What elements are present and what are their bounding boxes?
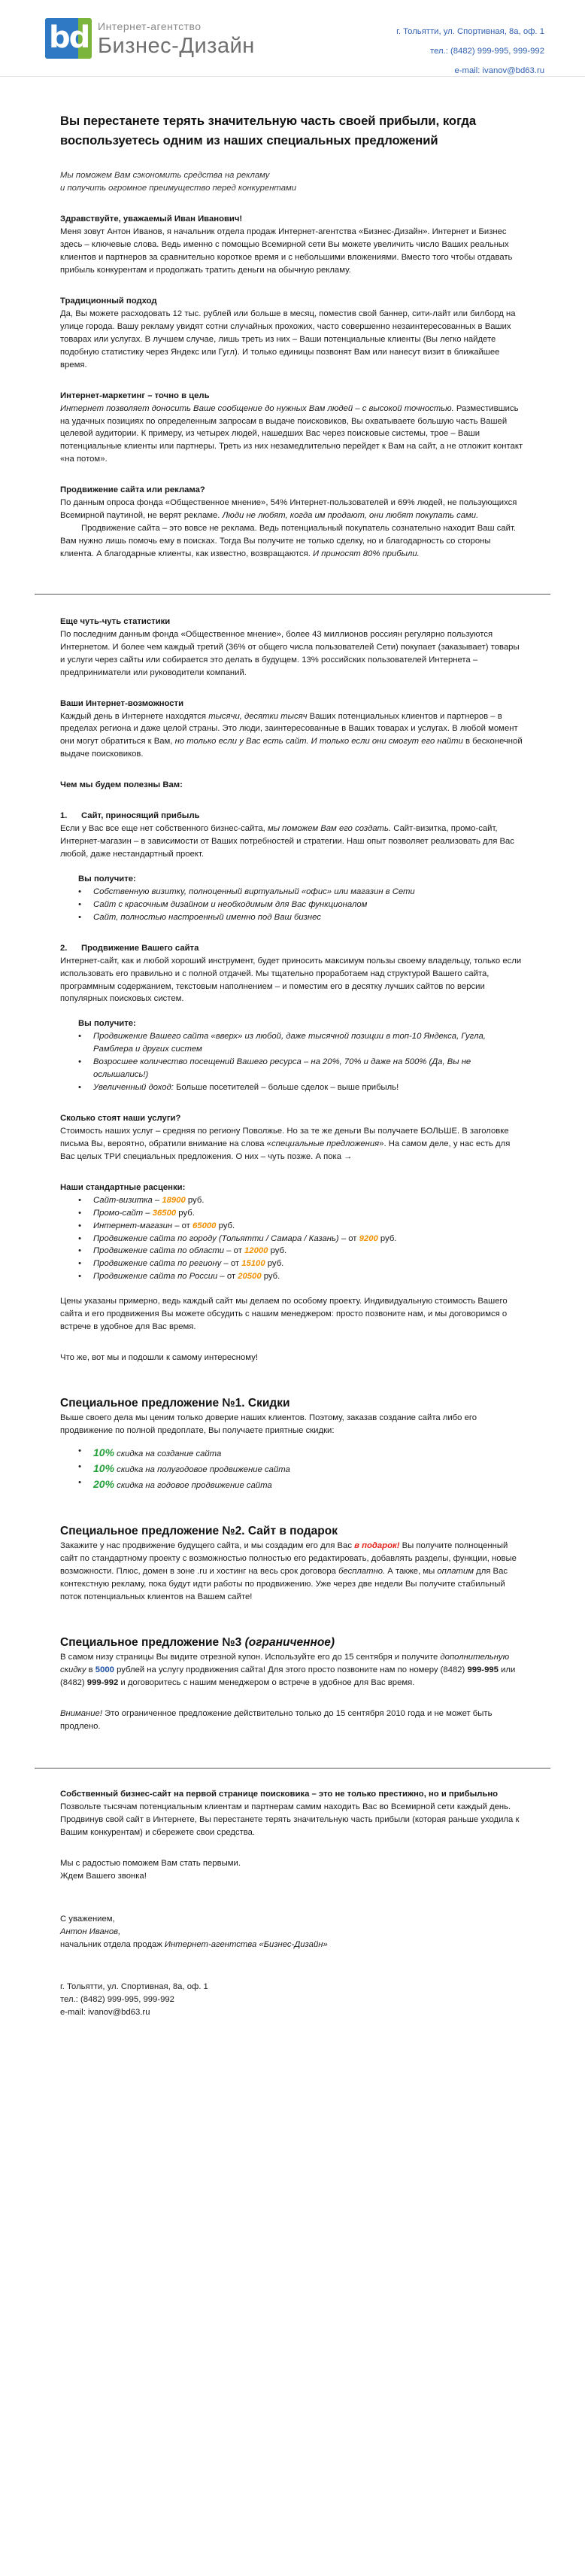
header xyxy=(0,0,585,77)
lead-line-1: Мы поможем Вам сэкономить средства на рекламу xyxy=(60,171,270,181)
service-2-get: Вы получите: xyxy=(78,1019,136,1029)
price-item: • Продвижение сайта по региону – от 15100 руб. xyxy=(78,1258,525,1270)
stats-title: Еще чуть-чуть статистики xyxy=(60,616,171,626)
logo xyxy=(45,18,255,59)
transition-text: Что же, вот мы и подошли к самому интересному! xyxy=(60,1353,258,1363)
header-address: г. Тольятти, ул. Спортивная, 8а, оф. 1 xyxy=(396,27,544,36)
useful-title: Чем мы будем полезны Вам: xyxy=(60,780,183,790)
greeting: Здравствуйте, уважаемый Иван Иванович! xyxy=(60,214,243,224)
footer-phone: тел.: (8482) 999-995, 999-992 xyxy=(60,1995,174,2005)
price-item: • Продвижение сайта по области – от 12000 руб. xyxy=(78,1245,525,1258)
page-title: Вы перестанете терять значительную часть своей прибыли, когда воспользуетесь одним из наших специальных предложений xyxy=(60,114,477,148)
offer-2-text: Закажите у нас продвижение будущего сайта, и мы создадим его для Вас в подарок! Вы получите полноценный сайт по стандартному проекту с возможностью полностью его редактировать, добавлять разделы, функции, новые возможности. Плюс, домен в зоне .ru и хостинг на весь срок договора бесплатно. А также, мы оплатим для Вас контекстную рекламу, пока будут идти работы по продвижению. Уже через две недели Вы получите стабильный поток потенциальных клиентов на Вашем сайте! xyxy=(60,1541,517,1602)
marketing-title: Интернет-маркетинг – точно в цель xyxy=(60,391,210,400)
header-phone: тел.: (8482) 999-995, 999-992 xyxy=(430,46,544,56)
discount-item: • 20% скидка на годовое продвижение сайта xyxy=(78,1477,525,1492)
stats-text: По последним данным фонда «Общественное мнение», более 43 миллионов россиян регулярно пользуются Интернетом. И более чем каждый третий (36% от общего числа пользователей Сети) покупает (заказывает) товары и услуги через сайты или собирается это делать в будущем. 13% российских пользователей Интернета – предприниматели или руководители компаний. xyxy=(60,629,520,677)
logo-mark xyxy=(45,18,92,59)
price-item: • Продвижение сайта по России – от 20500 руб. xyxy=(78,1270,525,1283)
offer-3-title: Специальное предложение №3 (ограниченное) xyxy=(60,1636,335,1650)
opportunities-text: Каждый день в Интернете находятся тысячи, десятки тысяч Ваших потенциальных клиентов и партнеров – в пределах региона и даже целой страны. Это люди, заинтересованные в Ваших товарах и услугах. В любой момент они могут обратиться к Вам, но только если у Вас есть сайт. И только если они смогут его найти в бесконечной выдаче поисковиков. xyxy=(60,711,523,759)
service-1-title: 1. Сайт, приносящий прибыль xyxy=(60,811,200,821)
offer-3-text: В самом низу страницы Вы видите отрезной купон. Используйте его до 15 сентября и получите дополнительную скидку в 5000 рублей на услугу продвижения сайта! Для этого просто позвоните нам по номеру (8482) 999-995 или (8482) 999-992 и договоритесь с нашим менеджером о встрече в удобное для Вас время. xyxy=(60,1653,516,1688)
prices-title: Наши стандартные расценки: xyxy=(60,1182,186,1192)
service-2-title: 2. Продвижение Вашего сайта xyxy=(60,943,199,953)
price-item: • Сайт-визитка – 18900 руб. xyxy=(78,1194,525,1207)
offer-2-title: Специальное предложение №2. Сайт в подарок xyxy=(60,1525,338,1538)
service-1-list xyxy=(78,886,525,924)
header-email[interactable]: e-mail: ivanov@bd63.ru xyxy=(454,65,544,75)
logo-letters: bd xyxy=(49,20,89,55)
intro-text: Меня зовут Антон Иванов, я начальник отдела продаж Интернет-агентства «Бизнес-Дизайн». Интернет и Бизнес здесь – ключевые слова. Ведь именно с помощью Всемирной сети Вы можете увеличить число Ваших реальных клиентов и партнеров за сравнительно короткое время и с небольшими вложениями. Вместо того чтобы отдавать прибыль конкурентам и продолжать тратить деньги на обычную рекламу. xyxy=(60,227,513,275)
list-item: • Возросшее количество посещений Вашего ресурса – на 20%, 70% и даже на 500% (Да, Вы не ослышались!) xyxy=(78,1056,525,1081)
service-1-get: Вы получите: xyxy=(78,874,136,884)
price-item: • Продвижение сайта по городу (Тольятти / Самара / Казань) – от 9200 руб. xyxy=(78,1233,525,1245)
marketing-text: Интернет позволяет доносить Ваше сообщение до нужных Вам людей – с высокой точностью. Разместившись на удачных позициях по определенным запросам в выдаче поисковиков, Вы охватываете большую часть Вашей целевой аудитории. К примеру, из четырех людей, нашедших Вас через поисковые системы, трое – Ваши потенциальные клиенты или партнеры. Треть из них незамедлительно перейдет к Вам на сайт, а не отложит контакт «на потом». xyxy=(60,403,523,464)
offer-1-title: Специальное предложение №1. Скидки xyxy=(60,1397,290,1410)
service-1-text: Если у Вас все еще нет собственного бизнес-сайта, мы поможем Вам его создать. Сайт-визитка, промо-сайт, Интернет-магазин – в зависимости от Ваших потребностей и стратегии. Наш опыт позволяет реализовать для Вас любой, даже нестандартный проект. xyxy=(60,824,514,859)
offer-3-note: Внимание! Это ограниченное предложение действительно только до 15 сентября 2010 года и не может быть продлено. xyxy=(60,1709,493,1732)
sell-text-2: Продвижение сайта – это вовсе не реклама. Ведь потенциальный покупатель сознательно находит Ваш сайт. Вам нужно лишь помочь ему в поисках. Тогда Вы получите не только сделку, но и благодарность со стороны клиента. А благодарные клиенты, как известно, возвращаются. И приносят 80% прибыли. xyxy=(60,524,517,558)
traditional-text: Да, Вы можете расходовать 12 тыс. рублей или больше в месяц, поместив свой баннер, сити-лайт или билборд на улице города. Вашу рекламу увидят сотни случайных прохожих, часто совершенно незаинтересованных в Ваших товарах или услугах. В лучшем случае, лишь треть из них – Ваши потенциальные клиенты (Вы легко найдете подобную статистику через Яндекс или Гугл). И только единицы позвонят Вам или нанесут визит в ближайшее время. xyxy=(60,309,516,370)
price-item: • Интернет-магазин – от 65000 руб. xyxy=(78,1220,525,1233)
logo-subtitle: Интернет-агентство xyxy=(98,20,202,33)
sell-text-1: По данным опроса фонда «Общественное мнение», 54% Интернет-пользователей и 69% людей, не пользующихся Всемирной паутиной, не верят рекламе. Люди не любят, когда им продают, они любят покупать сами. xyxy=(60,498,517,521)
discount-item: • 10% скидка на полугодовое продвижение сайта xyxy=(78,1461,525,1477)
final-glad: Мы с радостью поможем Вам стать первыми. xyxy=(60,1858,241,1868)
traditional-title: Традиционный подход xyxy=(60,297,157,306)
offer-1-list xyxy=(78,1445,525,1492)
price-item: • Промо-сайт – 36500 руб. xyxy=(78,1207,525,1220)
prices-note: Цены указаны примерно, ведь каждый сайт мы делаем по особому проекту. Индивидуальную стоимость Вашего сайта и его продвижения Вы можете обсудить с нашим менеджером: просто позвоните нам, и мы договоримся о встрече в удобное для Вас время. xyxy=(60,1297,508,1332)
list-item: • Собственную визитку, полноценный виртуальный «офис» или магазин в Сети xyxy=(78,886,525,899)
price-list xyxy=(78,1194,525,1284)
header-contacts xyxy=(396,23,544,81)
list-item: • Сайт, полностью настроенный именно под Ваш бизнес xyxy=(78,911,525,924)
list-item: • Сайт с красочным дизайном и необходимым для Вас функционалом xyxy=(78,899,525,911)
service-2-list xyxy=(78,1030,525,1094)
signature-name: Антон Иванов, xyxy=(60,1927,121,1936)
final-title: Собственный бизнес-сайт на первой странице поисковика – это не только престижно, но и прибыльно xyxy=(60,1790,499,1799)
logo-title: Бизнес-Дизайн xyxy=(98,34,255,59)
sell-title: Продвижение сайта или реклама? xyxy=(60,485,205,495)
list-item: • Продвижение Вашего сайта «вверх» из любой, даже тысячной позиции в топ-10 Яндекса, Гугла, Рамблера и других систем xyxy=(78,1030,525,1056)
lead-line-2: и получить огромное преимущество перед конкурентами xyxy=(60,184,297,193)
cost-title: Сколько стоят наши услуги? xyxy=(60,1114,181,1123)
letter-body xyxy=(0,77,585,2019)
offer-1-text: Выше своего дела мы ценим только доверие наших клиентов. Поэтому, заказав создание сайта либо его продвижение по полной предоплате, Вы получаете приятные скидки: xyxy=(60,1413,477,1436)
cost-text: Стоимость наших услуг – средняя по региону Поволжье. Но за те же деньги Вы получаете БОЛЬШЕ. В заголовке письма Вы, вероятно, обратили внимание на слова «специальные предложения». На самом деле, у нас есть для Вас целых ТРИ специальных предложения. О них – чуть позже. А пока → xyxy=(60,1126,511,1161)
footer-email[interactable]: e-mail: ivanov@bd63.ru xyxy=(60,2008,150,2018)
opportunities-title: Ваши Интернет-возможности xyxy=(60,698,184,708)
list-item: • Увеличенный доход: Больше посетителей – больше сделок – выше прибыль! xyxy=(78,1081,525,1094)
final-text: Позвольте тысячам потенциальным клиентам и партнерам самим находить Вас во Всемирной сети каждый день. Продвинув свой сайт в Интернете, Вы перестанете терять значительную часть прибыли (которая раньше уходила к Вашим конкурентам) и сбережете свои средства. xyxy=(60,1802,520,1837)
final-wait: Ждем Вашего звонка! xyxy=(60,1871,147,1881)
discount-item: • 10% скидка на создание сайта xyxy=(78,1445,525,1461)
signature-role: начальник отдела продаж Интернет-агентства «Бизнес-Дизайн» xyxy=(60,1939,328,1949)
footer-address: г. Тольятти, ул. Спортивная, 8а, оф. 1 xyxy=(60,1982,208,1992)
signature-regards: С уважением, xyxy=(60,1914,115,1924)
service-2-text: Интернет-сайт, как и любой хороший инструмент, будет приносить максимум пользы своему владельцу, только если использовать его правильно и с полной отдачей. Мы тщательно проработаем над структурой Вашего сайта, программным содержанием, текстовым наполнением – и поместим его в десятку лучших сайтов по версии популярных поисковых систем. xyxy=(60,956,522,1004)
